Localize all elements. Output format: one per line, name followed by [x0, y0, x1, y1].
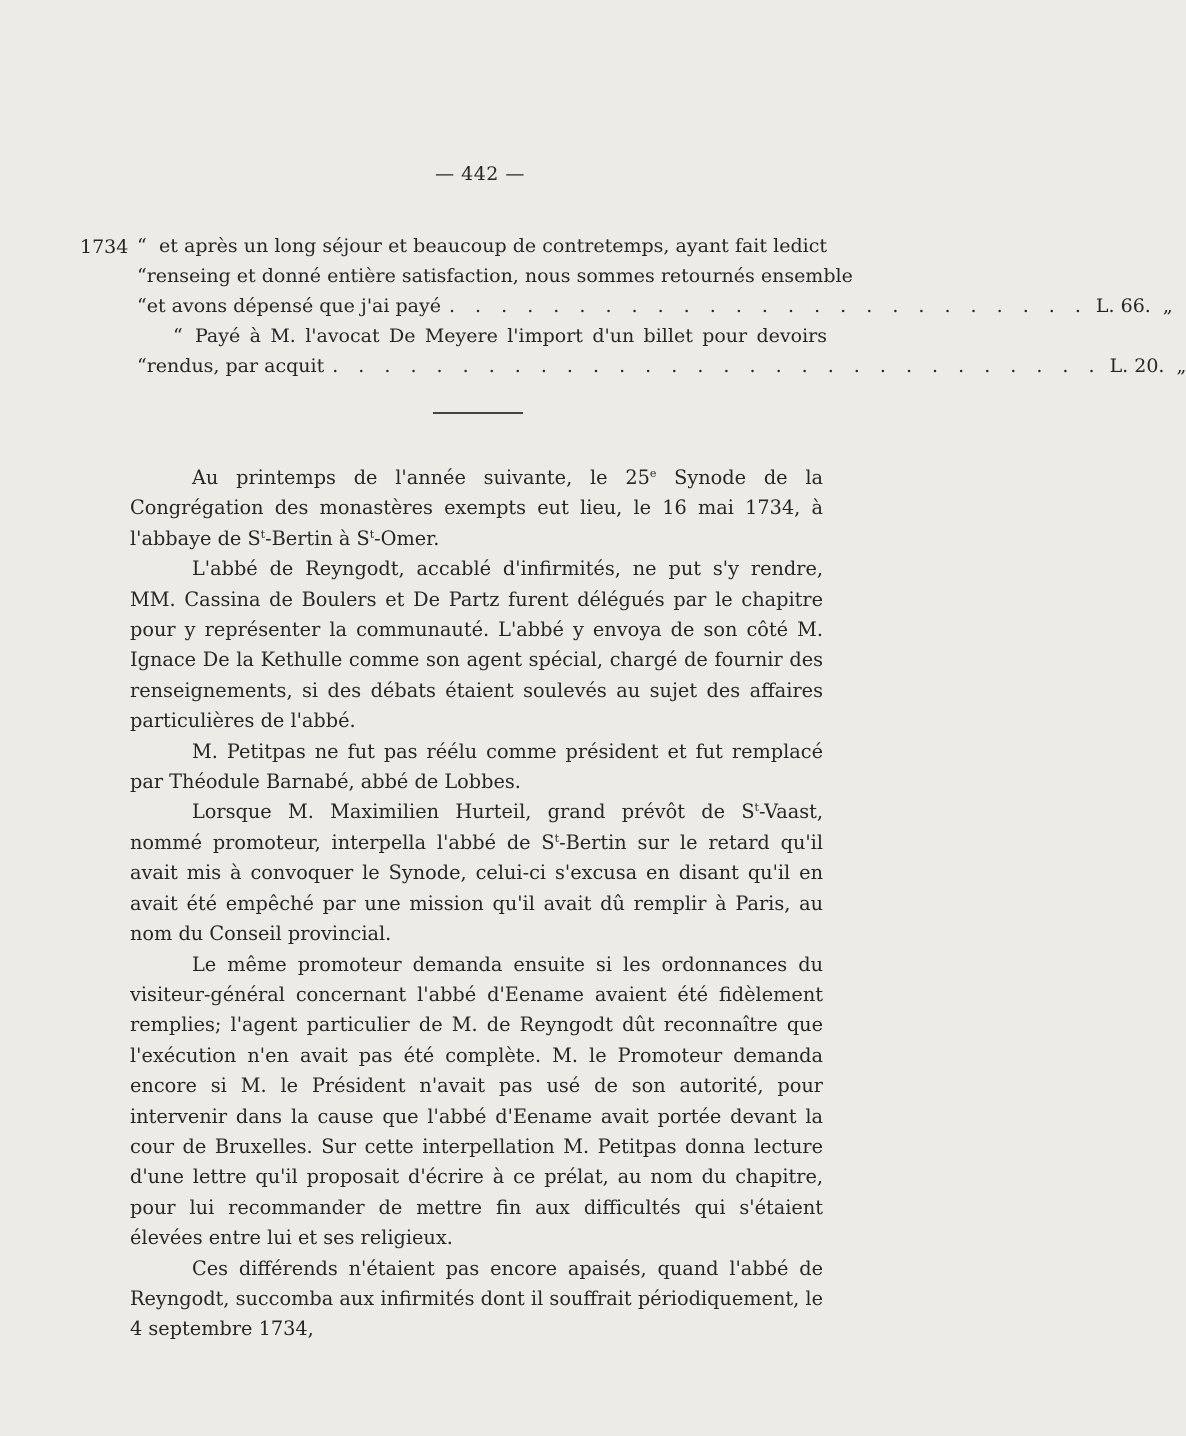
body-text [130, 463, 823, 1345]
quote-close-mark: „ [1162, 295, 1173, 317]
entry-amount: L. 20. [1109, 355, 1165, 377]
quote-close-mark: „ [1176, 355, 1186, 377]
dot-leader: . . . . . . . . . . . . . . . . . . . . . . . . . [448, 295, 1088, 317]
quote-mark: “ [173, 325, 183, 347]
quote-mark: “ [137, 295, 147, 317]
quote-line-4 [137, 321, 827, 351]
entry-amount: L. 66. [1095, 295, 1151, 317]
quote-mark: “ [137, 235, 147, 257]
entry-text: rendus, par acquit [146, 355, 325, 377]
quote-line-5 [137, 351, 1186, 381]
quote-line-1 [137, 231, 827, 261]
paragraph-1: Au printemps de l'année suivante, le 25e Synode de la Congrégation des monastères exempts eut lieu, le 16 mai 1734, à l'abbaye de $S^t$-Bertin à $S^t$-Omer. [130, 466, 824, 550]
section-divider [433, 412, 523, 414]
account-entry [147, 291, 1173, 321]
paragraph-4: Lorsque M. Maximilien Hurteil, grand prévôt de $S^t$-Vaast, nommé promoteur, interpella l'abbé de $S^t$-Bertin sur le retard qu'il avait mis à convoquer le Synode, celui-ci s'excusa en disant qu'il en avait été empêché par une mission qu'il avait dû remplir à Paris, au nom du Conseil provincial. [130, 800, 824, 946]
quote-text: Payé à M. l'avocat De Meyere l'import d'un billet pour devoirs [195, 325, 827, 347]
quote-text: renseing et donné entière satisfaction, nous sommes retournés ensemble [146, 265, 853, 287]
paragraph-6: Ces différends n'étaient pas encore apaisés, quand l'abbé de Reyngodt, succomba aux infirmités dont il souffrait périodiquement, le 4 septembre 1734, [130, 1256, 823, 1341]
quote-text: et après un long séjour et beaucoup de contretemps, ayant fait ledict [159, 235, 827, 257]
quote-line-2 [137, 261, 853, 291]
dot-leader: . . . . . . . . . . . . . . . . . . . . . . . . . . . . . . [332, 355, 1102, 377]
quote-mark: “ [137, 355, 147, 377]
margin-year: 1734 [80, 236, 129, 258]
paragraph-2: L'abbé de Reyngodt, accablé d'infirmités, ne put s'y rendre, MM. Cassina de Boulers et De Partz furent délégués par le chapitre pour y représenter la communauté. L'abbé y envoya de son côté M. Ignace De la Kethulle comme son agent spécial, chargé de fournir des renseignements, si des débats étaient soulevés au sujet des affaires particulières de l'abbé. [130, 557, 823, 733]
account-quote [137, 231, 1186, 381]
entry-text: et avons dépensé que j'ai payé [146, 295, 441, 317]
paragraph-5: Le même promoteur demanda ensuite si les ordonnances du visiteur-général concernant l'abbé d'Eename avaient été fidèlement remplies; l'agent particulier de M. de Reyngodt dût reconnaître que l'exécution n'en avait pas été complète. M. le Promoteur demanda encore si M. le Président n'avait pas usé de son autorité, pour intervenir dans la cause que l'abbé d'Eename avait portée devant la cour de Bruxelles. Sur cette interpellation M. Petitpas donna lecture d'une lettre qu'il proposait d'écrire à ce prélat, au nom du chapitre, pour lui recommander de mettre fin aux difficultés qui s'étaient élevées entre lui et ses religieux. [130, 952, 823, 1250]
quote-line-3 [137, 291, 1173, 321]
paragraph-3: M. Petitpas ne fut pas réélu comme président et fut remplacé par Théodule Barnabé, abbé de Lobbes. [130, 739, 823, 794]
account-entry [147, 351, 1186, 381]
quote-mark: “ [137, 265, 147, 287]
page-number: — 442 — [435, 163, 525, 185]
